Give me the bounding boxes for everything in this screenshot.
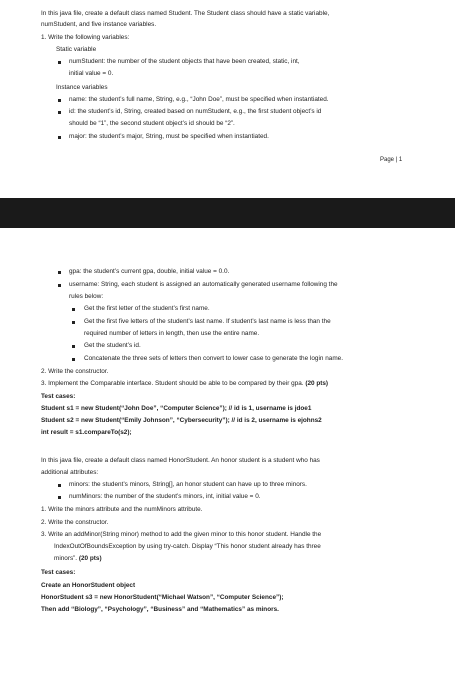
instance-item: should be “1”, the second student object’s id should be “2”. bbox=[69, 120, 235, 127]
step-2: 2. Write the constructor. bbox=[41, 368, 109, 375]
bullet-icon bbox=[58, 136, 61, 139]
bullet-icon bbox=[58, 496, 61, 499]
page-separator bbox=[0, 198, 455, 228]
test-instruction: Create an HonorStudent object bbox=[41, 582, 136, 589]
instance-item: gpa: the student’s current gpa, double, initial value = 0.0. bbox=[69, 268, 230, 275]
instance-item: major: the student’s major, String, must be specified when instantiated. bbox=[69, 133, 269, 140]
step-3: 3. Implement the Comparable interface. Student should be able to be compared by their gpa. (20 pts) bbox=[41, 380, 329, 387]
bullet-icon bbox=[72, 345, 75, 348]
rule-item: Get the first letter of the student’s first name. bbox=[84, 305, 210, 312]
rule-item: Get the first five letters of the student’s last name. If student’s last name is less than the bbox=[84, 318, 331, 325]
rule-item: Concatenate the three sets of letters then convert to lower case to generate the login name. bbox=[84, 355, 343, 362]
static-item: numStudent: the number of the student objects that have been created, static, int, bbox=[69, 58, 300, 65]
bullet-icon bbox=[58, 111, 61, 114]
code-line: HonorStudent s3 = new HonorStudent(“Michael Watson”, “Computer Science”); bbox=[41, 594, 284, 601]
document-page-2 bbox=[0, 228, 455, 700]
bullet-icon bbox=[72, 358, 75, 361]
code-line: int result = s1.compareTo(s2); bbox=[41, 429, 132, 436]
honor-step-3: 3. Write an addMinor(String minor) method to add the given minor to this honor student. Handle the bbox=[41, 531, 322, 538]
test-cases-label: Test cases: bbox=[41, 393, 76, 400]
honor-intro: additional attributes: bbox=[41, 469, 99, 476]
bullet-icon bbox=[72, 321, 75, 324]
code-line: Student s2 = new Student(“Emily Johnson”, “Cybersecurity”); // id is 2, username is ejohns2 bbox=[41, 417, 322, 424]
instance-item: id: the student’s id, String, created based on numStudent, e.g., the first student object’s id bbox=[69, 108, 322, 115]
honor-step-1: 1. Write the minors attribute and the numMinors attribute. bbox=[41, 506, 203, 513]
bullet-icon bbox=[58, 99, 61, 102]
static-heading: Static variable bbox=[56, 46, 97, 53]
honor-intro: In this java file, create a default class named HonorStudent. An honor student is a student who has bbox=[41, 457, 320, 464]
honor-step-3: minors”. (20 pts) bbox=[54, 555, 102, 562]
instance-heading: Instance variables bbox=[56, 84, 108, 91]
attribute-item: minors: the student’s minors, String[], an honor student can have up to three minors. bbox=[69, 481, 307, 488]
rule-item: Get the student’s id. bbox=[84, 342, 141, 349]
step-1: 1. Write the following variables: bbox=[41, 34, 130, 41]
rule-item: required number of letters in length, then use the entire name. bbox=[84, 330, 260, 337]
test-instruction: Then add “Biology”, “Psychology”, “Business” and “Mathematics” as minors. bbox=[41, 606, 279, 613]
bullet-icon bbox=[58, 284, 61, 287]
bullet-icon bbox=[58, 484, 61, 487]
bullet-icon bbox=[58, 61, 61, 64]
instance-item: rules below: bbox=[69, 293, 104, 300]
instance-item: username: String, each student is assigned an automatically generated username following the bbox=[69, 281, 338, 288]
instance-item: name: the student’s full name, String, e.g., “John Doe”, must be specified when instantiated. bbox=[69, 96, 329, 103]
code-line: Student s1 = new Student(“John Doe”, “Computer Science”); // id is 1, username is jdoe1 bbox=[41, 405, 312, 412]
honor-step-3: IndexOutOfBoundsException by using try-catch. Display “This honor student already has three bbox=[54, 543, 321, 550]
document-page-1 bbox=[0, 0, 455, 198]
bullet-icon bbox=[72, 308, 75, 311]
bullet-icon bbox=[58, 271, 61, 274]
test-cases-label: Test cases: bbox=[41, 569, 76, 576]
page-number: Page | 1 bbox=[380, 157, 403, 163]
intro-line: In this java file, create a default class named Student. The Student class should have a static variable, bbox=[41, 10, 330, 17]
intro-line: numStudent, and five instance variables. bbox=[41, 21, 157, 28]
attribute-item: numMinors: the number of the student’s minors, int, initial value = 0. bbox=[69, 493, 261, 500]
honor-step-2: 2. Write the constructor. bbox=[41, 519, 109, 526]
static-item: initial value = 0. bbox=[69, 70, 114, 77]
